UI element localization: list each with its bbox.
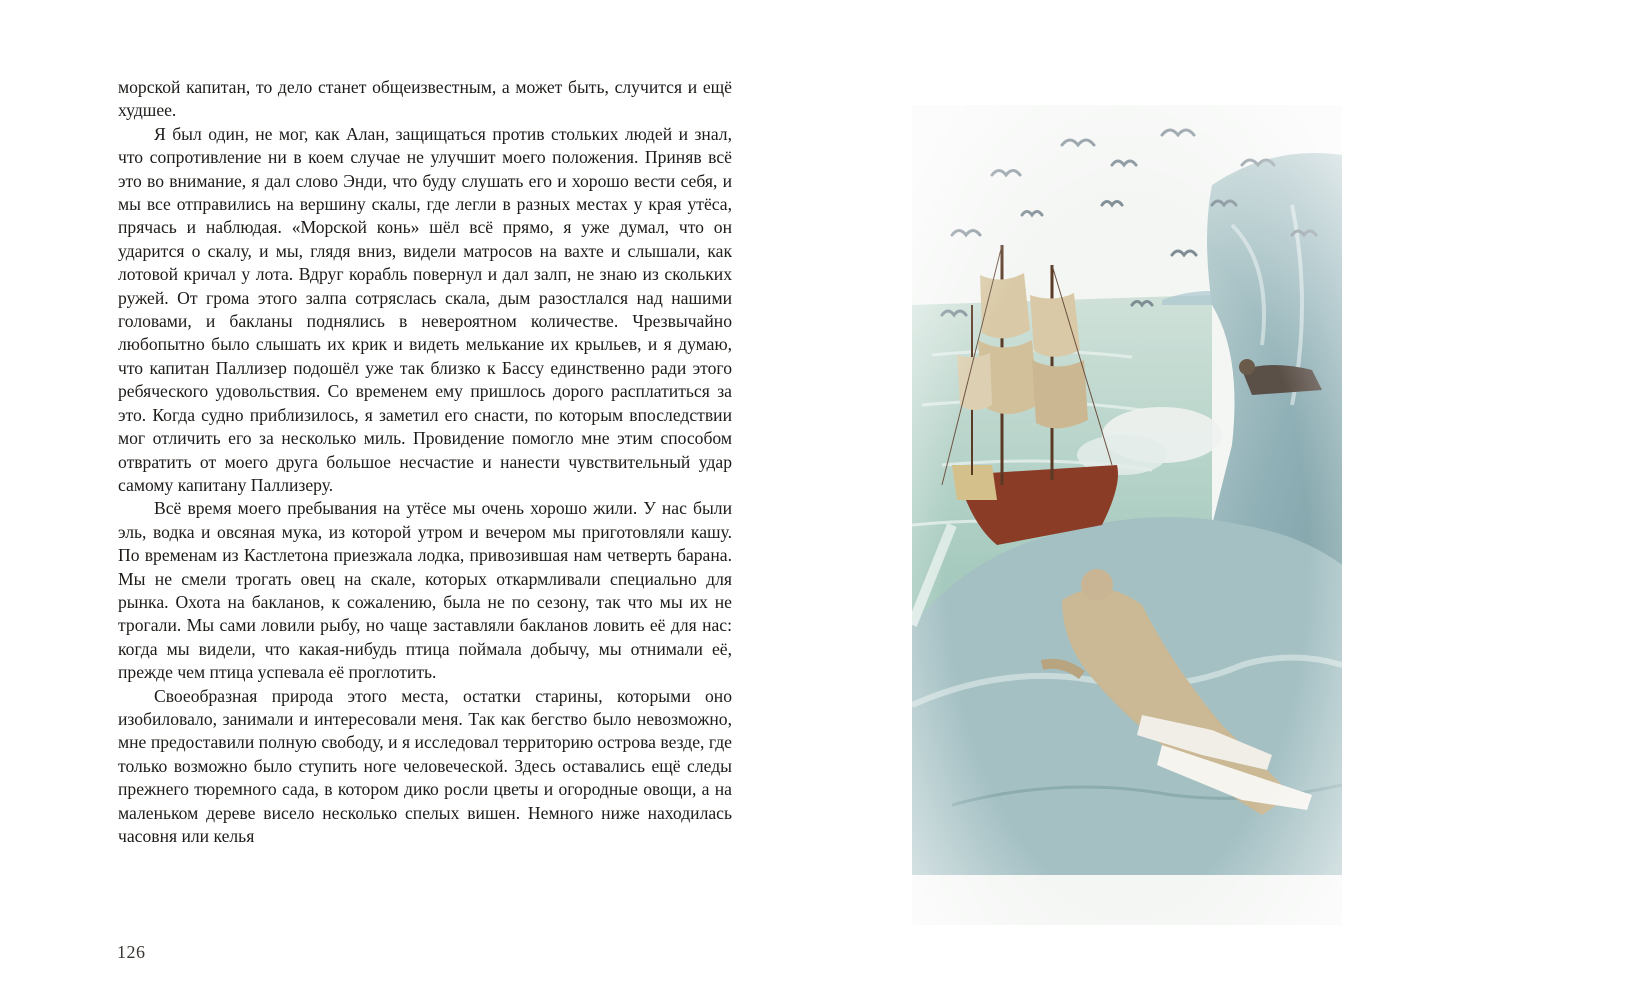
paragraph: Я был один, не мог, как Алан, защищаться против стольких людей и знал, что сопротивление ни в коем случае не улучшит моего положения. Приняв всё это во внимание, я дал слово Энди, что буду слушать его и хорошо вести себя, и мы все отправились на вершину скалы, где легли в разных местах у края утёса, прячась и наблюдая. «Морской конь» шёл всё прямо, я уже думал, что он ударится о скалу, и мы, глядя вниз, видели матросов на вахте и слышали, как лотовой кричал у лота. Вдруг корабль повернул и дал залп, не знаю из скольких ружей. От грома этого залпа сотряслась скала, дым разостлался над нашими головами, и бакланы поднялись в невероятном количестве. Чрезвычайно любопытно было слышать их крик и видеть мелькание их крыльев, и я думаю, что капитан Паллизер подошёл уже так близко к Бассу единственно ради этого ребяческого удовольствия. Со временем ему пришлось дорого расплатиться за это. Когда судно приблизилось, я заметил его снасти, по которым впоследствии мог отличить его за несколько миль. Провидение помогло мне этим способом отвратить от моего друга большое несчастие и нанести чувствительный удар самому капитану Паллизеру. [118, 123, 732, 495]
left-page [0, 0, 812, 1000]
paragraph: Всё время моего пребывания на утёсе мы очень хорошо жили. У нас были эль, водка и овсяная мука, из которой утром и вечером мы приготовляли кашу. По временам из Кастлетона приезжала лодка, привозившая нам четверть барана. Мы не смели трогать овец на скале, которых откармливали специально для рынка. Охота на бакланов, к сожалению, была не по сезону, так что мы их не трогали. Мы сами ловили рыбу, но чаще заставляли бакланов ловить её для нас: когда мы видели, что какая-нибудь птица поймала добычу, мы отнимали её, прежде чем птица успевала её проглотить. [118, 498, 732, 683]
right-page [812, 0, 1625, 1000]
paragraph: Своеобразная природа этого места, остатки старины, которыми оно изобиловало, занимали и интересовали меня. Так как бегство было невозможно, мне предоставили полную свободу, и я исследовал территорию острова везде, где только возможно было ступить ноге человеческой. Здесь оставались ещё следы прежнего тюремного сада, в котором дико росли цветы и огородные овощи, а на маленьком дереве висело несколько спелых вишен. Немного ниже находилась часовня или келья [118, 685, 732, 846]
illustration-image [912, 105, 1342, 925]
page-number: 126 [117, 942, 146, 962]
paragraph: морской капитан, то дело станет общеизвестным, а может быть, случится и ещё худшее. [118, 77, 732, 121]
illustration [912, 105, 1342, 925]
body-text [118, 76, 732, 848]
